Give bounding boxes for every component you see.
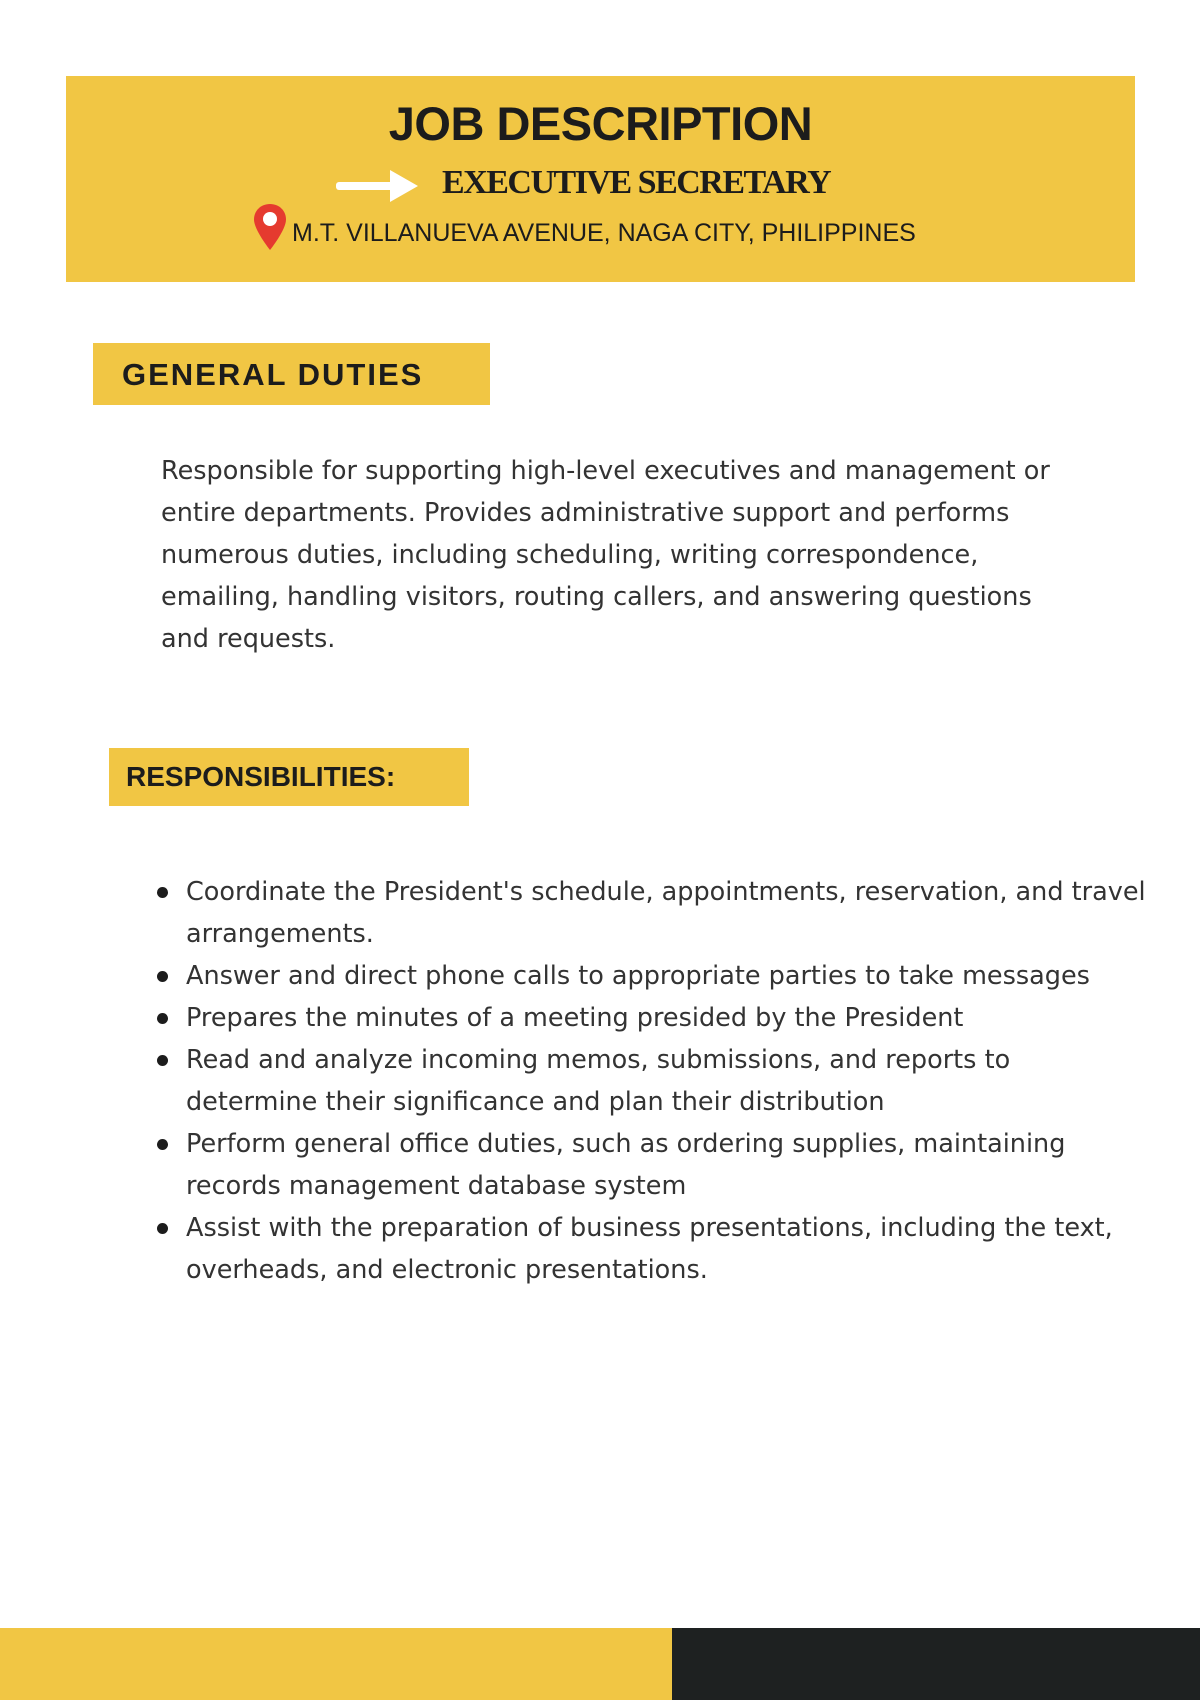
list-item-text: Prepares the minutes of a meeting presided by the President [186,1003,964,1033]
list-item-text: Coordinate the President's schedule, appointments, reservation, and travel arrangements. [186,877,1146,949]
list-item-text: Assist with the preparation of business presentations, including the text, overheads, and electronic presentations. [186,1213,1113,1285]
responsibilities-heading: RESPONSIBILITIES: [109,748,469,806]
list-item [186,997,1146,1039]
bullet-icon [157,887,168,898]
responsibilities-list [186,871,1146,1291]
list-item-text: Perform general office duties, such as ordering supplies, maintaining records management database system [186,1129,1066,1201]
bullet-icon [157,971,168,982]
list-item [186,1123,1146,1207]
footer-band-yellow [0,1628,672,1700]
list-item-text: Answer and direct phone calls to appropriate parties to take messages [186,961,1090,991]
bullet-icon [157,1013,168,1024]
location-text: M.T. VILLANUEVA AVENUE, NAGA CITY, PHILIPPINES [292,219,916,247]
general-duties-text: Responsible for supporting high-level executives and management or entire departments. Provides administrative support and performs numerous duties, including scheduling, writing correspondence, emailing, handling visitors, routing callers, and answering questions and requests. [161,456,1050,654]
bullet-icon [157,1055,168,1066]
list-item [186,1039,1146,1123]
header-banner [66,76,1135,282]
map-pin-icon [252,202,288,252]
arrow-right-icon [334,168,420,204]
list-item [186,871,1146,955]
list-item-text: Read and analyze incoming memos, submissions, and reports to determine their significance and plan their distribution [186,1045,1011,1117]
general-duties-heading: GENERAL DUTIES [93,343,490,405]
list-item [186,1207,1146,1291]
position-title: EXECUTIVE SECRETARY [442,164,831,201]
bullet-icon [157,1223,168,1234]
bullet-icon [157,1139,168,1150]
list-item [186,955,1146,997]
document-title: JOB DESCRIPTION [388,97,813,150]
location-row [66,202,1135,256]
footer-band-dark [672,1628,1200,1700]
